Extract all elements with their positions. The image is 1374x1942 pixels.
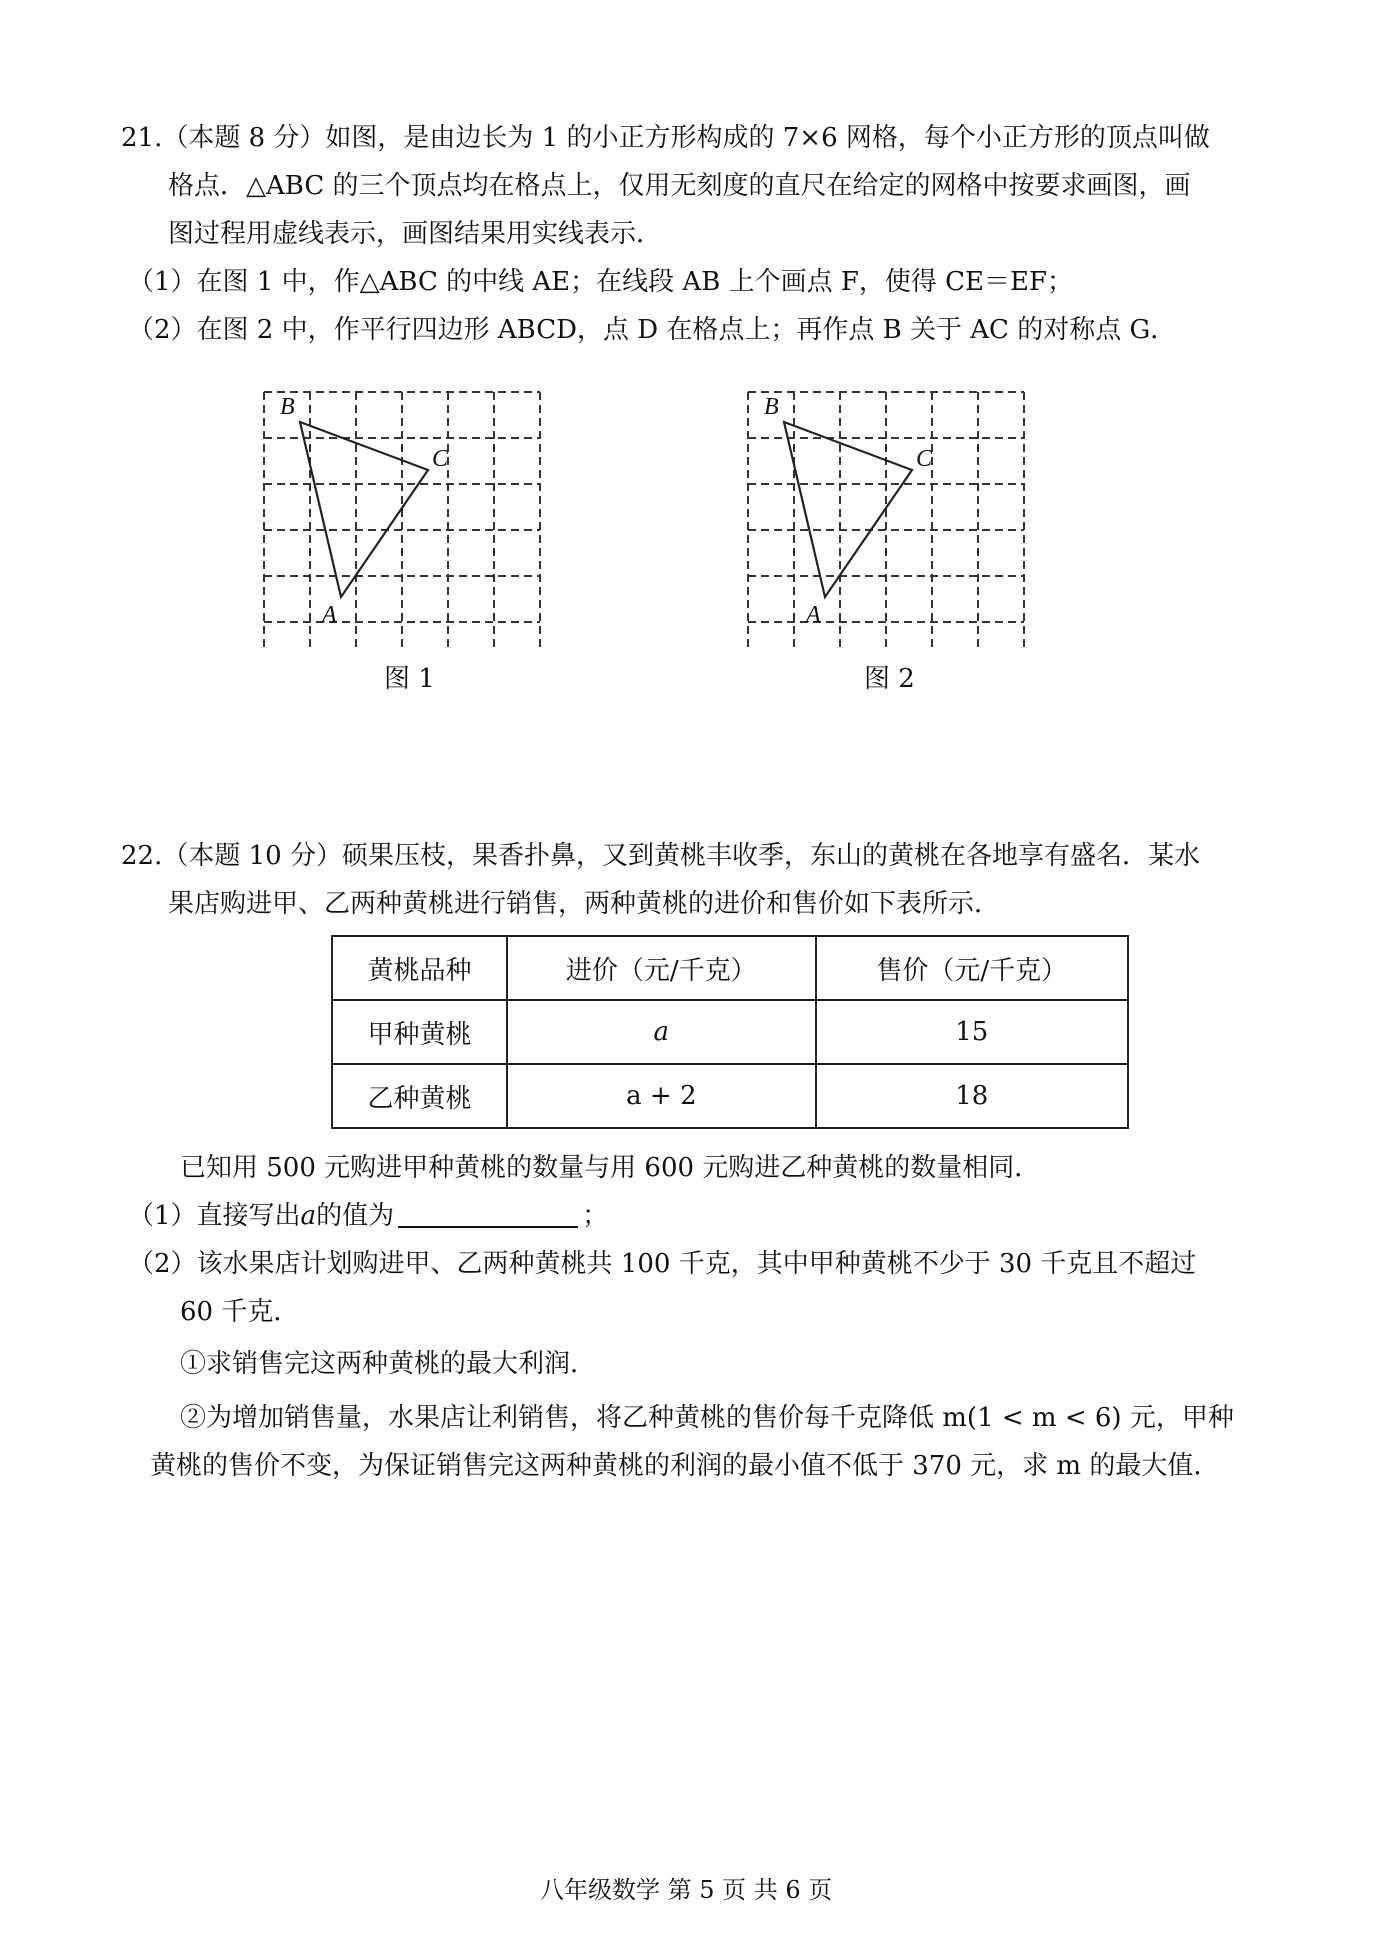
q21-part-1: （1）在图 1 中，作△ABC 的中线 AE；在线段 AB 上个画点 F，使得 CE＝EF； — [128, 267, 1074, 297]
table-header-row — [332, 936, 1128, 1000]
page-footer: 八年级数学 第 5 页 共 6 页 — [540, 1876, 833, 1904]
answer-blank — [398, 1198, 578, 1228]
table-header-cost: 进价（元/千克） — [507, 936, 815, 1000]
q22-sub-2-line-2: 黄桃的售价不变，为保证销售完这两种黄桃的利润的最小值不低于 370 元，求 m 的最大值． — [150, 1451, 1220, 1481]
figure-1-grid — [246, 368, 572, 648]
grid-lines — [748, 392, 1024, 648]
table-cell-price: 18 — [816, 1064, 1128, 1128]
table-header-variety: 黄桃品种 — [332, 936, 507, 1000]
q22-part-1 — [128, 1196, 608, 1236]
q22-sub-1: ①求销售完这两种黄桃的最大利润． — [180, 1349, 597, 1379]
price-table — [331, 935, 1129, 1129]
vertex-label-a: A — [806, 602, 821, 628]
q22-part-1-prefix: （1）直接写出 — [128, 1201, 301, 1231]
q21-part-2: （2）在图 2 中，作平行四边形 ABCD，点 D 在格点上；再作点 B 关于 AC 的对称点 G． — [128, 315, 1177, 345]
table-row — [332, 1000, 1128, 1064]
q22-part-1-var: a — [300, 1201, 317, 1231]
figure-1-caption: 图 1 — [384, 664, 435, 694]
q21-stem-line-2: 格点．△ABC 的三个顶点均在格点上，仅用无刻度的直尺在给定的网格中按要求画图，画 — [168, 171, 1191, 201]
q21-stem-line-1: 21.（本题 8 分）如图，是由边长为 1 的小正方形构成的 7×6 网格，每个小正方形的顶点叫做 — [121, 123, 1210, 153]
table-cell-variety: 乙种黄桃 — [332, 1064, 507, 1128]
vertex-label-b: B — [280, 394, 295, 420]
vertex-label-c: C — [916, 446, 933, 472]
figure-2-caption: 图 2 — [864, 664, 915, 694]
vertex-label-c: C — [432, 446, 449, 472]
q22-stem-line-1: 22.（本题 10 分）硕果压枝，果香扑鼻，又到黄桃丰收季，东山的黄桃在各地享有盛名．某水 — [121, 841, 1200, 871]
q22-part-2-line-2: 60 千克． — [180, 1297, 300, 1327]
table-cell-price: 15 — [816, 1000, 1128, 1064]
triangle-abc — [300, 422, 428, 597]
q21-stem-line-3: 图过程用虚线表示，画图结果用实线表示． — [168, 219, 663, 249]
figure-2-grid — [730, 368, 1056, 648]
table-cell-cost: a — [507, 1000, 815, 1064]
triangle-abc — [784, 422, 912, 597]
q22-part-2-line-1: （2）该水果店计划购进甲、乙两种黄桃共 100 千克，其中甲种黄桃不少于 30 千克且不超过 — [128, 1249, 1197, 1279]
q22-known-condition: 已知用 500 元购进甲种黄桃的数量与用 600 元购进乙种黄桃的数量相同． — [180, 1153, 1041, 1183]
table-cell-cost: a + 2 — [507, 1064, 815, 1128]
vertex-label-b: B — [764, 394, 779, 420]
table-cell-variety: 甲种黄桃 — [332, 1000, 507, 1064]
q22-sub-2-line-1: ②为增加销售量，水果店让利销售，将乙种黄桃的售价每千克降低 m(1 < m < 6) 元，甲种 — [180, 1403, 1234, 1433]
q22-part-1-mid: 的值为 — [316, 1201, 395, 1231]
table-header-price: 售价（元/千克） — [816, 936, 1128, 1000]
grid-lines — [264, 392, 540, 648]
q22-part-1-suffix: ； — [582, 1201, 609, 1231]
q22-stem-line-2: 果店购进甲、乙两种黄桃进行销售，两种黄桃的进价和售价如下表所示． — [168, 889, 1001, 919]
table-row — [332, 1064, 1128, 1128]
vertex-label-a: A — [322, 602, 337, 628]
